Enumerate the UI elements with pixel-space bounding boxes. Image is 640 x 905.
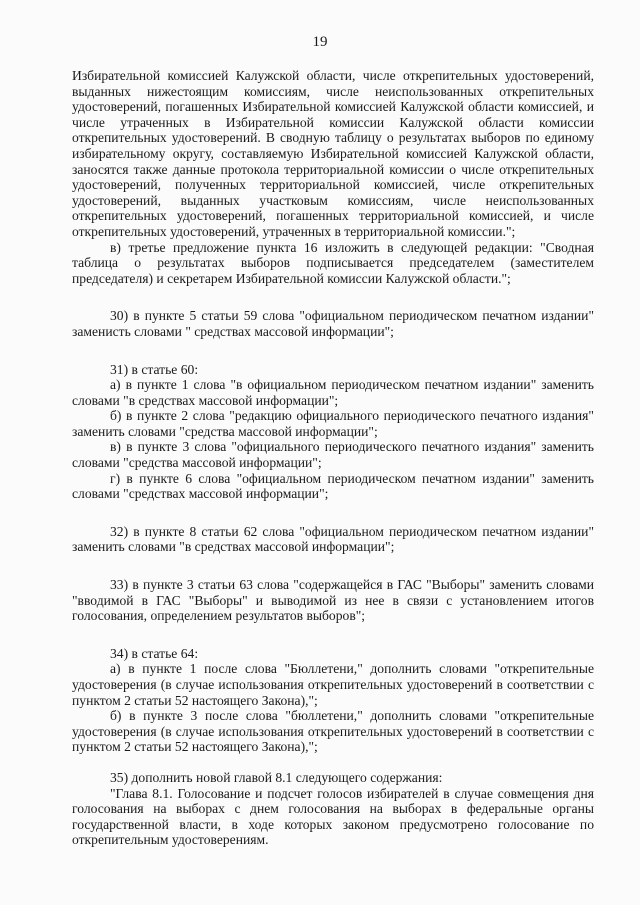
paragraph-item-34b: б) в пункте 3 после слова "бюллетени," дополнить словами "открепительные удостоверения (в случае использования открепительных удостоверений в соответствии с пунктом 2 статьи 52 настоящего Закона),"; <box>72 708 594 755</box>
paragraph-item-v: в) третье предложение пункта 16 изложить в следующей редакции: "Сводная таблица о результатах выборов подписывается председателем (заместителем председателя) и секретарем Избирательной комиссии Калужской области."; <box>72 239 594 286</box>
paragraph-item-33: 33) в пункте 3 статьи 63 слова "содержащейся в ГАС "Выборы" заменить словами "вводимой в ГАС "Выборы" и выводимой из нее в связи с установлением итогов голосования, определением результатов выборов"; <box>72 577 594 624</box>
paragraph-item-32: 32) в пункте 8 статьи 62 слова "официальном периодическом печатном издании" заменить словами "в средствах массовой информации"; <box>72 523 594 555</box>
paragraph-item-31v: в) в пункте 3 слова "официального периодического печатного издания" заменить словами "средства массовой информации"; <box>72 439 594 471</box>
paragraph-item-31: 31) в статье 60: <box>110 361 199 377</box>
paragraph-item-31a: а) в пункте 1 слова "в официальном периодическом печатном издании" заменить словами "в средствах массовой информации"; <box>72 377 594 408</box>
paragraph-item-35: 35) дополнить новой главой 8.1 следующего содержания: <box>110 769 443 785</box>
page-number: 19 <box>312 34 328 50</box>
paragraph-item-34a: а) в пункте 1 после слова "Бюллетени," дополнить словами "открепительные удостоверения (в случае использования открепительных удостоверений в соответствии с пунктом 2 статьи 52 настоящего Закона),"; <box>72 661 594 708</box>
document-body <box>72 68 594 848</box>
paragraph-item-30: 30) в пункте 5 статьи 59 слова "официальном периодическом печатном издании" заменисть словами " средствах массовой информации"; <box>72 308 594 339</box>
paragraph-item-31b: б) в пункте 2 слова "редакцию официального периодического печатного издания" заменить словами "средства массовой информации"; <box>72 408 594 439</box>
paragraph-continuation: Избирательной комиссией Калужской области, числе открепительных удостоверений, выданных нижестоящим комиссиям, числе неиспользованных открепительных удостоверений, погашенных Избирательной комиссией Калужской области комиссией, и числе утраченных в Избирательной комиссии Калужской области комиссии открепительных удостоверений. В сводную таблицу о результатах выборов по единому избирательному округу, составляемую Избирательной комиссией Калужской области, заносятся также данные протокола территориальной комиссии о числе открепительных удостоверений, полученных территориальной комиссией, числе открепительных удостоверений, выданных участковым комиссиям, числе неиспользованных открепительных удостоверений, погашенных территориальной комиссией, и числе открепительных удостоверений, утраченных в территориальной комиссии."; <box>72 68 594 239</box>
paragraph-item-31g: г) в пункте 6 слова "официальном периодическом печатном издании" заменить словами "средствах массовой информации"; <box>72 470 594 502</box>
paragraph-chapter-8-1: "Глава 8.1. Голосование и подсчет голосов избирателей в случае совмещения дня голосования на выборах с днем голосования на выборах в федеральные органы государственной власти, в ходе которых законом предусмотрено голосование по открепительным удостоверениям. <box>72 785 594 848</box>
paragraph-item-34: 34) в статье 64: <box>110 645 199 661</box>
